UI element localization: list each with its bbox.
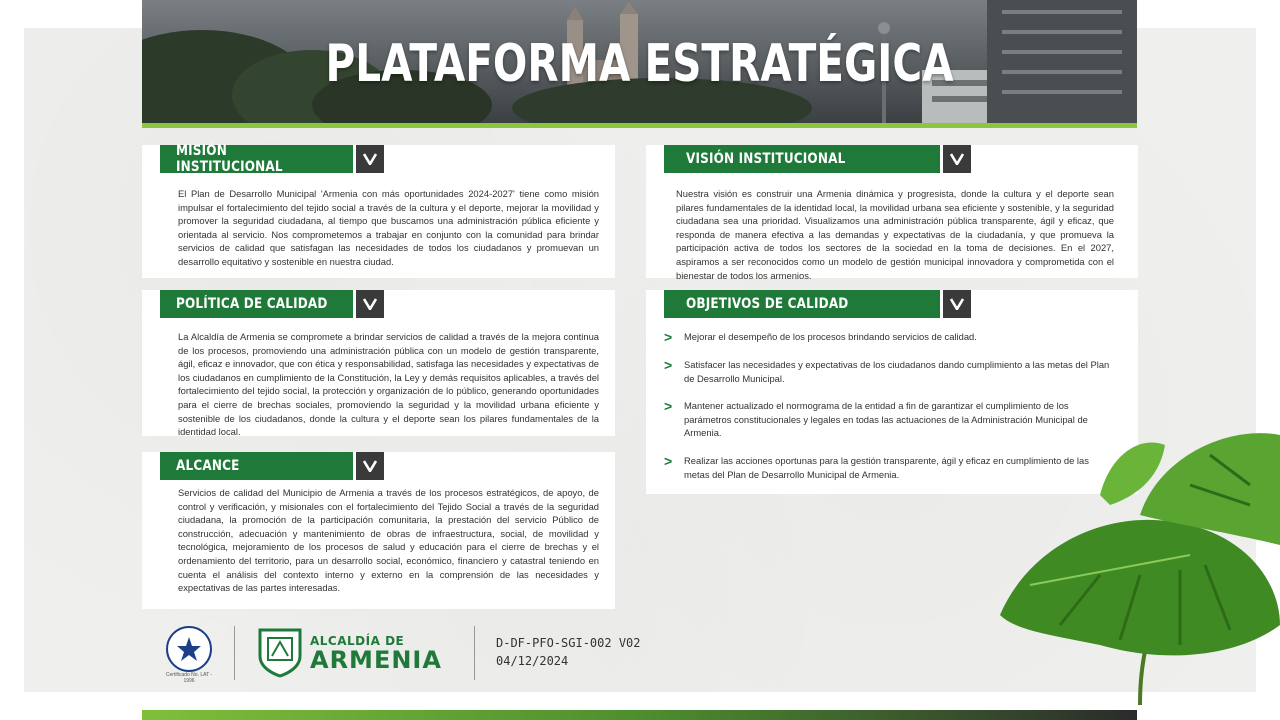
hero-accent-line — [142, 123, 1137, 128]
card-label: OBJETIVOS DE CALIDAD — [664, 290, 940, 318]
card-header — [160, 145, 384, 173]
list-item: > Realizar las acciones oportunas para la gestión transparente, ágil y eficaz en cumplimiento de las metas del Plan de Desarrollo Municipal de Armenia. — [664, 452, 1089, 480]
card-politica — [142, 290, 615, 436]
brand-main-text: ARMENIA — [310, 646, 442, 674]
card-header — [664, 145, 971, 173]
card-label: POLÍTICA DE CALIDAD — [160, 290, 353, 318]
list-item: > Satisfacer las necesidades y expectativas de los ciudadanos dando cumplimiento a las metas del Plan de Desarrollo Municipal. — [664, 357, 1110, 384]
armenia-shield-logo — [256, 626, 304, 678]
brand-top-text: ALCALDÍA DE — [310, 634, 405, 648]
card-label: MISIÓN INSTITUCIONAL — [160, 145, 353, 173]
chevron-down-icon[interactable] — [943, 290, 971, 318]
card-text: La Alcaldía de Armenia se compromete a brindar servicios de calidad a través de la mejora continua de los procesos, promoviendo una administración pública con un modelo de gestión transparente, ágil, eficaz e innovador, que con ética y responsabilidad, satisfaga las necesidades y expectativas de los ciudadanos en cumplimiento de la Constitución, la Ley y demás requisitos aplicables, a través del fortalecimiento del tejido social, la protección y organización de lo público, generando oportunidades para el cierre de brechas sociales, promoviendo la seguridad y la movilidad urbana eficiente y sostenible de los ciudadanos, donde la cultura y el deporte sean los pilares fundamentales de la identidad local. — [178, 331, 599, 438]
divider — [474, 626, 475, 680]
card-text: Servicios de calidad del Municipio de Armenia a través de los procesos estratégicos, de apoyo, de control y verificación, y misionales con el fortalecimiento del Tejido Social a través de la seguridad ciudadana, la promoción de la participación comunitaria, la prestación del servicio Público de construcción, adecuación y mantenimiento de obras de infraestructura, social, de movilidad y tecnológica, mejoramiento de los procesos de salud y educación para el cierre de brechas y el ordenamiento del territorio, para un desarrollo social, económico, financiero y catastral teniendo en cuenta el análisis del contexto interno y externo en la comprensión de las necesidades y expectativas de las partes interesadas. — [178, 487, 599, 594]
card-header — [160, 452, 384, 480]
bottom-accent-bar — [142, 710, 1137, 720]
monstera-leaf-image — [990, 425, 1280, 705]
card-text: Nuestra visión es construir una Armenia dinámica y progresista, donde la cultura y el deporte sean pilares fundamentales de la identidad local, la movilidad urbana sea eficiente y sostenible, y la seguridad ciudadana sea una prioridad. Visualizamos una administración pública transparente, ágil y eficaz, que responda de manera efectiva a las demandas y expectativas de la ciudadanía, y que promueva la participación activa de todos los sectores de la sociedad en la toma de decisiones. En el 2027, aspiramos a ser reconocidos como un modelo de gestión municipal innovadora y comprometida con el bienestar de todos los armenios. — [676, 188, 1114, 281]
document-date: 04/12/2024 — [496, 654, 569, 668]
document-code: D-DF-PFO-SGI-002 V02 — [496, 636, 641, 650]
chevron-right-icon: > — [664, 452, 673, 469]
list-item: > Mantener actualizado el normograma de la entidad a fin de garantizar el cumplimiento de los parámetros constitucionales y legales en todas las actuaciones de la Administración Municipal de Armenia. — [664, 398, 1088, 439]
divider — [234, 626, 235, 680]
chevron-down-icon[interactable] — [356, 290, 384, 318]
chevron-right-icon: > — [664, 329, 673, 345]
card-header — [664, 290, 971, 318]
card-label: ALCANCE — [160, 452, 353, 480]
card-vision — [646, 145, 1138, 281]
hero-banner — [142, 0, 1137, 123]
chevron-right-icon: > — [664, 357, 673, 373]
footer — [160, 624, 660, 684]
chevron-down-icon[interactable] — [356, 452, 384, 480]
seal-caption: Certificado No. LAT - 1996 — [165, 672, 213, 684]
card-mision — [142, 145, 615, 278]
card-header — [160, 290, 384, 318]
card-text: El Plan de Desarrollo Municipal 'Armenia con más oportunidades 2024-2027' tiene como misión impulsar el fortalecimiento del tejido social a través de la cultura y el deporte, mejorar la movilidad y promover la seguridad ciudadana, al tiempo que buscamos una administración pública eficiente y orientada al servicio. Nos comprometemos a trabajar en conjunto con la comunidad para brindar servicios de calidad que satisfagan las necesidades de todos los ciudadanos y promuevan un desarrollo equitativo y sostenible en nuestra ciudad. — [178, 188, 599, 267]
chevron-down-icon[interactable] — [943, 145, 971, 173]
list-item: > Mejorar el desempeño de los procesos brindando servicios de calidad. — [664, 329, 977, 345]
card-alcance — [142, 452, 615, 609]
card-label: VISIÓN INSTITUCIONAL — [664, 145, 940, 173]
page-title: PLATAFORMA ESTRATÉGICA — [325, 34, 954, 94]
chevron-right-icon: > — [664, 398, 673, 415]
chevron-down-icon[interactable] — [356, 145, 384, 173]
certification-seal-logo — [166, 626, 212, 672]
